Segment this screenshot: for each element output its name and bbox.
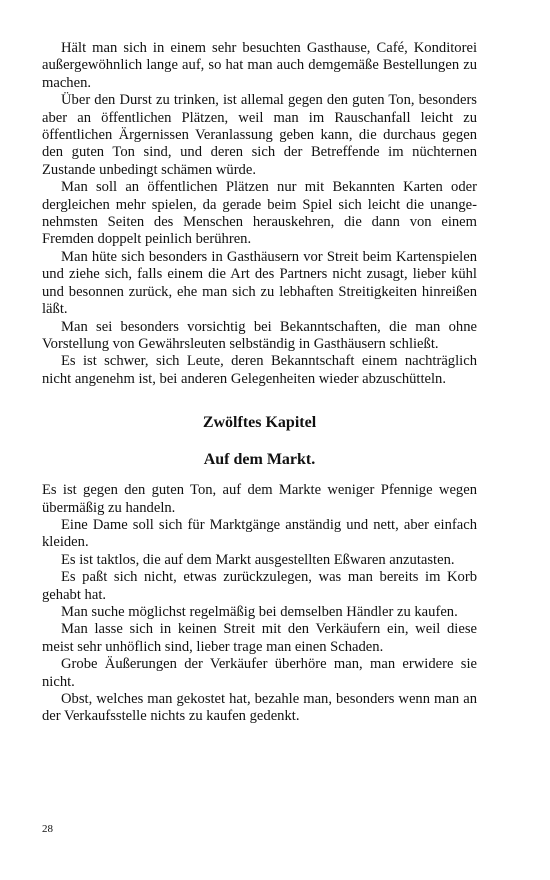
paragraph: Es ist gegen den guten Ton, auf dem Markte weniger Pfennige wegen übermäßig zu handeln. (42, 482, 477, 516)
paragraph: Eine Dame soll sich für Marktgänge anständig und nett, aber einfach kleiden. (42, 516, 477, 551)
section-one (42, 40, 477, 388)
paragraph: Man hüte sich besonders in Gasthäusern vor Streit beim Kartenspielen und ziehe sich, falls einem die Art des Partners nicht zusagt, lieber kühl und besonnen zurück, ehe man sich zu lebhaften Streitigkeiten hinreißen läßt. (42, 248, 477, 318)
paragraph: Man lasse sich in keinen Streit mit den Verkäufern ein, weil diese meist sehr unhöflich sind, lieber trage man einen Schaden. (42, 621, 477, 655)
book-page (42, 40, 477, 726)
paragraph: Grobe Äußerungen der Verkäufer überhöre man, man erwidere sie nicht. (42, 656, 477, 690)
chapter-number-heading: Zwölftes Kapitel (202, 414, 317, 432)
paragraph: Hält man sich in einem sehr besuchten Gasthause, Café, Konditorei außergewöhnlich lange auf, so hat man auch demgemäße Bestellungen zu machen. (42, 40, 477, 91)
paragraph: Es paßt sich nicht, etwas zurückzulegen, was man bereits im Korb gehabt hat. (42, 569, 477, 603)
paragraph: Es ist schwer, sich Leute, deren Bekanntschaft einem nachträglich nicht angenehm ist, bei anderen Gelegenheiten wieder abzuschütteln. (42, 353, 477, 387)
paragraph: Über den Durst zu trinken, ist allemal gegen den guten Ton, besonders aber an öffentlichen Plätzen, weil man im Rauschanfall leicht zu öffentlichen Ärgernissen Veranlassung geben kann, die durchaus gegen den guten Ton sind, und deren sich der Betreffende im nüchternen Zustande unbedingt schämen würde. (42, 92, 477, 178)
paragraph: Man sei besonders vorsichtig bei Bekanntschaften, die man ohne Vorstellung von Gewährsleuten selbständig in Gasthäusern schließt. (42, 318, 477, 352)
paragraph: Es ist taktlos, die auf dem Markt ausgestellten Eßwaren anzutasten. (61, 551, 455, 568)
page-number: 28 (42, 823, 53, 835)
chapter-title-heading: Auf dem Markt. (203, 451, 316, 469)
paragraph: Man soll an öffentlichen Plätzen nur mit Bekannten Karten oder dergleichen mehr spielen, da gerade beim Spiel sich leicht die unangenehmsten Seiten des Menschen herauskehren, die dann von einem Fremden doppelt peinlich berühren. (42, 179, 477, 248)
paragraph: Obst, welches man gekostet hat, bezahle man, besonders wenn man an der Verkaufsstelle nichts zu kaufen gedenkt. (42, 691, 477, 725)
paragraph: Man suche möglichst regelmäßig bei demselben Händler zu kaufen. (61, 603, 458, 620)
section-two (42, 482, 477, 726)
